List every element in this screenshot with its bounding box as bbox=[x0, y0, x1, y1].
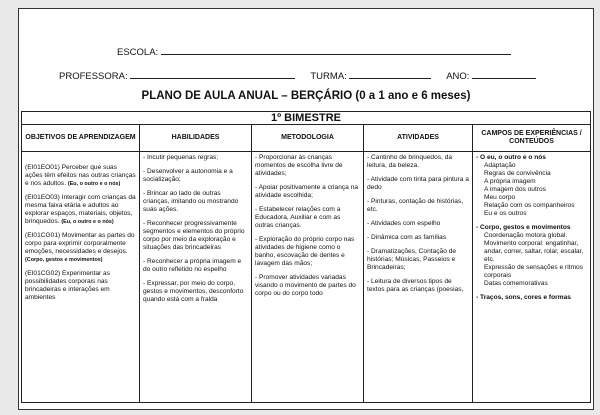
lesson-plan-sheet bbox=[18, 8, 594, 410]
objetivos-cell bbox=[22, 152, 140, 403]
objetivo-item: (EI01EO03) Interagir com crianças da mesma faixa etária e adultos ao explorar espaços, materiais, objetos, brinquedos. (Eu, o outro e o nós) bbox=[25, 194, 136, 225]
campo-item: Expressão de sensações e ritmos corporais bbox=[484, 264, 583, 279]
atividades-cell bbox=[364, 152, 473, 403]
atividade-item: - Leitura de diversos tipos de textos para as crianças (poesias, bbox=[367, 278, 464, 293]
atividade-item: - Dinâmica com as famílias bbox=[367, 234, 447, 241]
campo-item: A própria imagem bbox=[484, 178, 536, 185]
campos-cell bbox=[473, 152, 591, 403]
campo-item: Eu e os outros bbox=[484, 210, 527, 217]
habilidade-item: - Brincar ao lado de outras crianças, imitando ou mostrando suas ações. bbox=[143, 190, 239, 213]
objetivo-item: (EI01CG02) Experimentar as possibilidades corporais nas brincadeiras e interações em ambientes bbox=[25, 270, 111, 301]
campo-item: Datas comemorativas bbox=[484, 280, 548, 287]
metodologia-item: - Promover atividades variadas visando o movimento de partes do corpo ou do corpo todo bbox=[255, 274, 356, 297]
campo-corpo-title: - Corpo, gestos e movimentos bbox=[476, 224, 571, 231]
metodologia-item: - Apoiar positivamente a criança na atividade escolhida; bbox=[255, 184, 358, 199]
campo-tracos-title: - Traços, sons, cores e formas bbox=[476, 294, 571, 301]
objetivo-item: (EI01EO01) Perceber que suas ações têm efeitos nas outras crianças e nos adultos. (Eu, o outro e o nós) bbox=[25, 164, 136, 187]
habilidade-item: - Incutir pequenas regras; bbox=[143, 154, 219, 161]
campo-eu-title: - O eu, o outro e o nós bbox=[476, 154, 546, 161]
habilidade-item: - Desenvolver a autonomia e a socialização; bbox=[143, 168, 233, 183]
col-atividades: ATIVIDADES bbox=[364, 125, 473, 152]
ano-label: ANO: bbox=[446, 71, 470, 82]
ano-blank bbox=[472, 69, 536, 79]
professora-label: PROFESSORA: bbox=[59, 71, 128, 82]
escola-line bbox=[117, 45, 511, 58]
metodologia-item: - Estabelecer relações com a Educadora, Auxiliar e com as outras crianças. bbox=[255, 206, 341, 229]
atividade-item: - Pinturas, contação de histórias, etc. bbox=[367, 198, 464, 213]
campo-item: Relação com os companheiros bbox=[484, 202, 575, 209]
bimester-heading: 1º BIMESTRE bbox=[22, 112, 591, 125]
objetivo-item: (EI01CG01) Movimentar as partes do corpo para exprimir corporalmente emoções, necessidades e desejos. (Corpo, gestos e movimentos) bbox=[25, 232, 135, 263]
col-objetivos: OBJETIVOS DE APRENDIZAGEM bbox=[22, 125, 140, 152]
escola-blank bbox=[161, 45, 511, 55]
campo-item: Adaptação bbox=[484, 162, 516, 169]
habilidade-item: - Expressar, por meio do corpo, gestos e movimentos, desconforto quando está com a fralda bbox=[143, 280, 244, 303]
atividade-item: - Atividade com tinta para pintura a dedo bbox=[367, 176, 469, 191]
col-habilidades: HABILIDADES bbox=[140, 125, 252, 152]
turma-label: TURMA: bbox=[310, 71, 347, 82]
metodologia-cell bbox=[252, 152, 364, 403]
page-title: PLANO DE AULA ANUAL – BERÇÁRIO (0 a 1 ano e 6 meses) bbox=[141, 90, 471, 102]
metodologia-item: - Exploração do próprio corpo nas atividades de higiene como o banho, escovação de dentes e lavagem das mãos; bbox=[255, 236, 355, 267]
col-metodologia: METODOLOGIA bbox=[252, 125, 364, 152]
atividade-item: - Dramatizações, Contação de histórias; Músicas, Passeios e Brincadeiras; bbox=[367, 248, 457, 271]
turma-blank bbox=[349, 69, 431, 79]
habilidades-cell bbox=[140, 152, 252, 403]
col-campos: CAMPOS DE EXPERIÊNCIAS / CONTEÚDOS bbox=[473, 125, 591, 152]
campo-item: Meu corpo bbox=[484, 194, 516, 201]
campo-item: Movimento corporal: engatinhar, andar, correr, saltar, rolar, escalar, etc. bbox=[484, 240, 584, 263]
atividade-item: - Atividades com espelho bbox=[367, 220, 441, 227]
escola-label: ESCOLA: bbox=[117, 47, 159, 58]
professora-line bbox=[59, 69, 536, 82]
campo-item: A imagem dos outros bbox=[484, 186, 546, 193]
habilidade-item: - Reconhecer progressivamente segmentos e elementos do próprio corpo por meio da exploração e situações das brincadeiras bbox=[143, 220, 245, 251]
professora-blank bbox=[130, 69, 295, 79]
campo-item: Regras de convivência bbox=[484, 170, 551, 177]
plan-table bbox=[21, 111, 591, 403]
campo-item: Coordenação motora global. bbox=[484, 232, 568, 239]
habilidade-item: - Reconhecer a própria imagem e do outro refletido no espelho bbox=[143, 258, 242, 273]
atividade-item: - Cantinho de brinquedos, da leitura, da beleza. bbox=[367, 154, 453, 169]
metodologia-item: - Proporcionar às crianças momentos de escolha livre de atividades; bbox=[255, 154, 343, 177]
